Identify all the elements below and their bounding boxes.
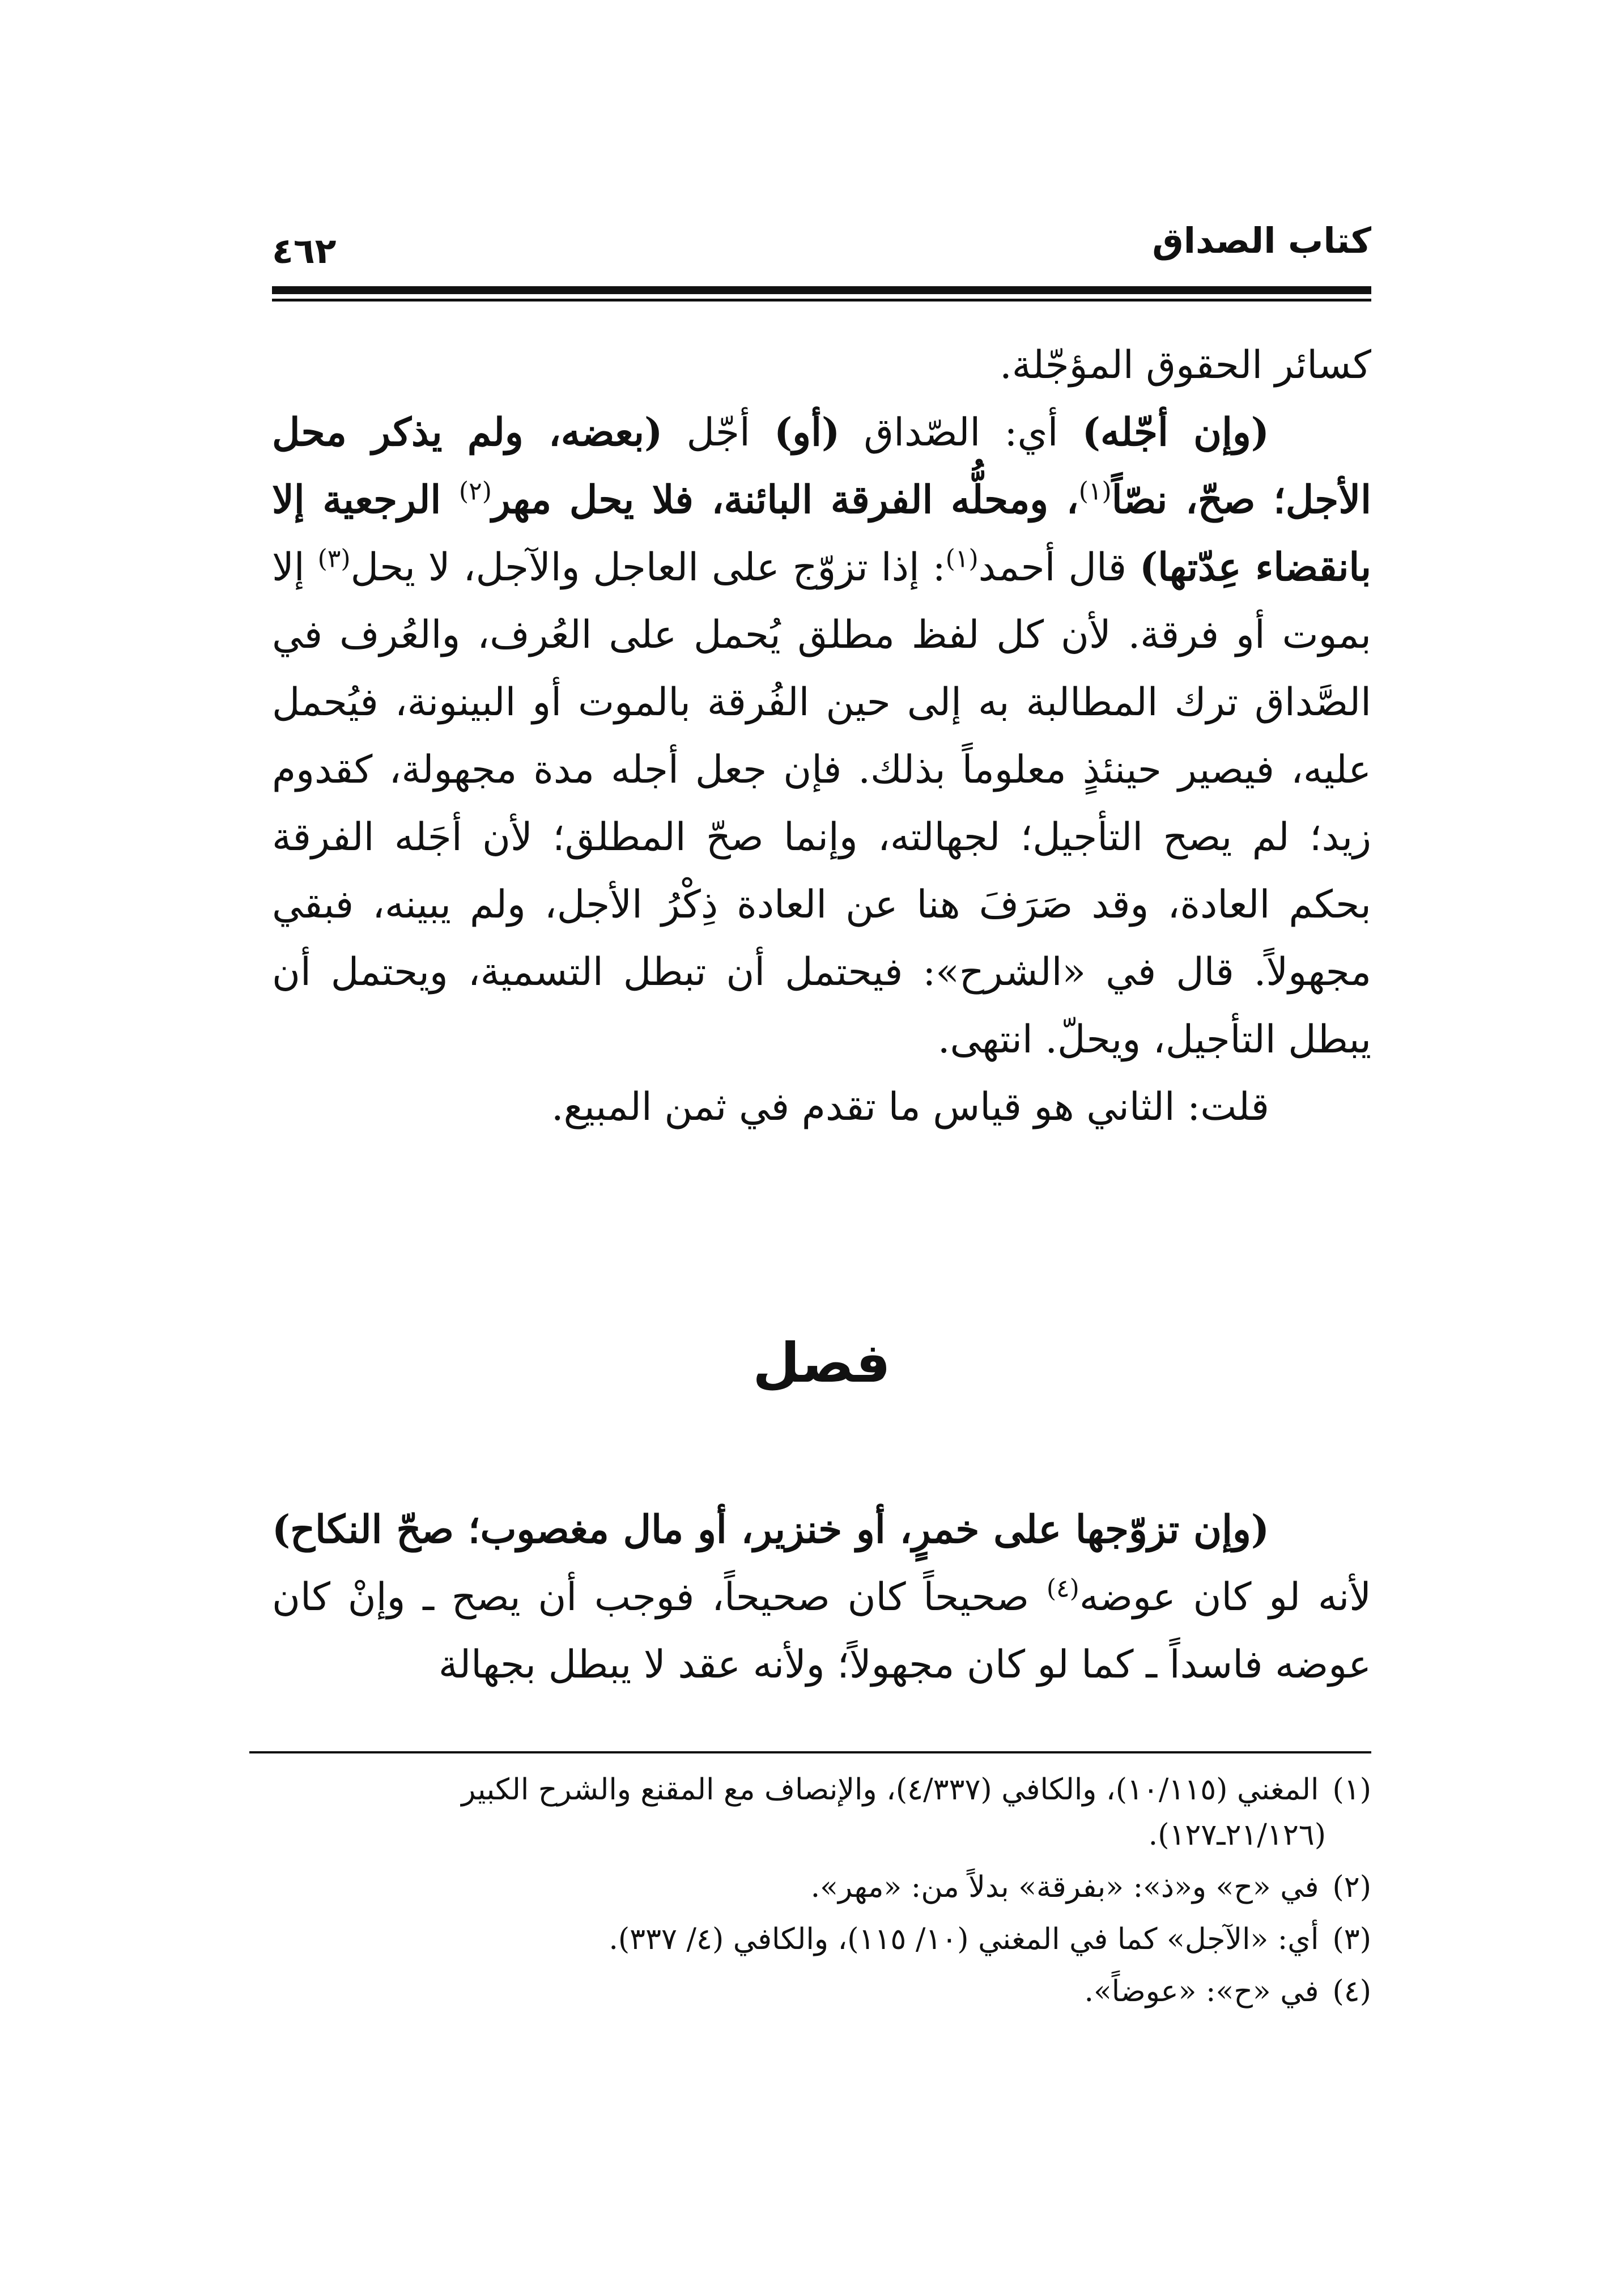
footnote-ref: (٤) xyxy=(1046,1574,1079,1603)
commentary-text: صحيحاً كان صحيحاً، فوجب أن يصح ـ وإنْ كان عوضه فاسداً ـ كما لو كان مجهولاً؛ ولأنه عقد لا يبطل بجهالة xyxy=(272,1575,1371,1687)
second-text-block xyxy=(272,1496,1371,1698)
paragraph-4 xyxy=(272,1496,1371,1698)
footnote-ref: (٢) xyxy=(458,477,492,506)
footnote-1 xyxy=(244,1767,1371,1858)
footnote-ref: (١) xyxy=(945,544,979,574)
footnote-ref: (٣) xyxy=(317,544,351,574)
paragraph-3: قلت: الثاني هو قياس ما تقدم في ثمن المبيع. xyxy=(551,1085,1269,1129)
footnote-number: (١) xyxy=(1332,1773,1371,1807)
matn-text: الرجعية إلا بانقضاء عِدّتها) xyxy=(272,477,1372,590)
footnotes xyxy=(244,1767,1371,2021)
matn-text: (أو) xyxy=(774,410,840,455)
footnote-separator xyxy=(249,1751,1371,1753)
footnote-number: (٤) xyxy=(1332,1974,1371,2009)
footnote-ref: (١) xyxy=(1078,477,1112,506)
commentary-text: : إذا تزوّج على العاجل والآجل، لا يحل xyxy=(350,545,946,590)
commentary-text: إلا بموت أو فرقة. لأن كل لفظ مطلق يُحمل على العُرف، والعُرف في الصَّداق ترك المطالبة به إلى حين الفُرقة بالموت أو البينونة، فيُحمل عليه، فيصير حينئذٍ معلوماً بذلك. فإن جعل أجله مدة مجهولة، كقدوم زيد؛ لم يصح التأجيل؛ لجهالته، وإنما صحّ المطلق؛ لأن أجَله الفرقة بحكم العادة، وقد صَرَفَ هنا عن العادة ذِكْرُ الأجل، ولم يبينه، فبقي مجهولاً. قال في «الشرح»: فيحتمل أن تبطل التسمية، ويحتمل أن يبطل التأجيل، ويحلّ. انتهى. xyxy=(272,545,1372,1062)
footnote-continuation: (٢١/١٢٦ـ١٢٧). xyxy=(1148,1818,1326,1852)
matn-text: ، ومحلُّه الفرقة البائنة، فلا يحل مهر xyxy=(491,477,1079,523)
main-text-block xyxy=(272,332,1371,1141)
chapter-title: كتاب الصداق xyxy=(1152,220,1371,261)
page-number: ٤٦٢ xyxy=(272,230,337,271)
section-heading: فصل xyxy=(753,1331,891,1395)
footnote-number: (٣) xyxy=(1332,1922,1371,1956)
commentary-text: لأنه لو كان عوضه xyxy=(1079,1575,1371,1620)
header-rule-thick xyxy=(272,286,1371,294)
matn-text: (بعضه، ولم يذكر محل الأجل؛ صحّ، نصّاً xyxy=(272,410,1371,523)
footnote-text: أي: «الآجل» كما في المغني (١٠/ ١١٥)، والكافي (٤/ ٣٣٧). xyxy=(609,1922,1319,1956)
paragraph-2 xyxy=(272,399,1371,1073)
footnote-number: (٢) xyxy=(1332,1870,1371,1904)
footnote-2 xyxy=(244,1865,1371,1910)
paragraph-1: كسائر الحقوق المؤجّلة. xyxy=(1000,343,1371,388)
matn-text: (وإن أجّله) xyxy=(1082,410,1269,455)
commentary-text: قال أحمد xyxy=(978,545,1140,590)
footnote-text: في «ح»: «عوضاً». xyxy=(1084,1974,1319,2009)
commentary-text: أجّل xyxy=(662,410,775,455)
commentary-text: أي: الصّداق xyxy=(840,410,1082,455)
header-rule-thin xyxy=(272,299,1371,302)
footnote-4 xyxy=(244,1969,1371,2014)
footnote-3 xyxy=(244,1917,1371,1962)
running-header xyxy=(272,215,1371,278)
footnote-text: المغني (١٠/١١٥)، والكافي (٤/٣٣٧)، والإنصاف مع المقنع والشرح الكبير xyxy=(461,1773,1319,1807)
footnote-text: في «ح» و«ذ»: «بفرقة» بدلاً من: «مهر». xyxy=(810,1870,1319,1904)
matn-text: (وإن تزوّجها على خمرٍ، أو خنزير، أو مال مغصوب؛ صحّ النكاح) xyxy=(272,1507,1269,1552)
